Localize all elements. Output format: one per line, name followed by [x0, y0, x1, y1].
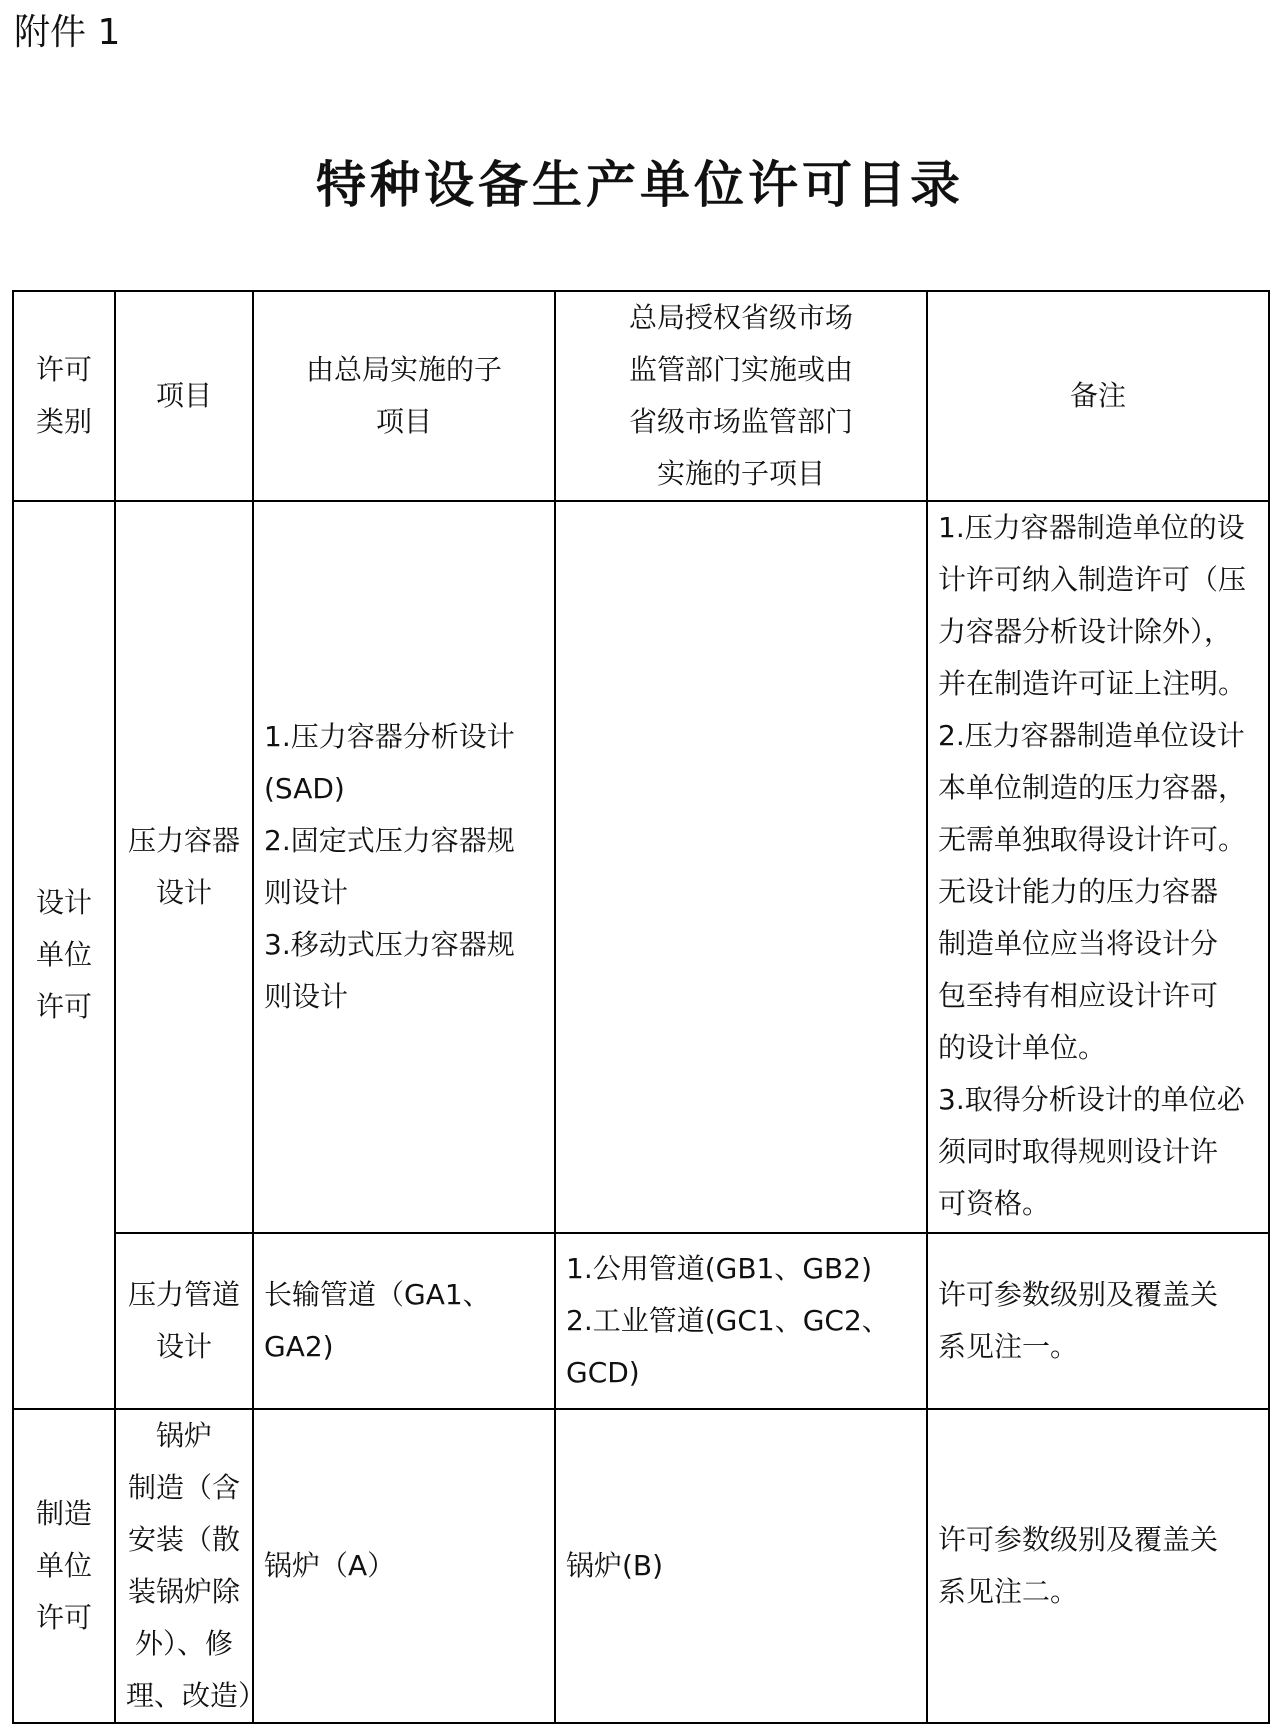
cell-line: 压力管道 — [127, 1278, 240, 1311]
license-catalog-table — [12, 290, 1270, 1724]
header-category — [13, 291, 115, 501]
cell-line: 单位 — [35, 1549, 92, 1582]
cell-line: 理、改造） — [126, 1679, 267, 1712]
header-provincial-subitems — [555, 291, 927, 501]
cell-line: 包至持有相应设计许可 — [938, 979, 1219, 1012]
cell-line: 由总局实施的子 — [305, 353, 502, 386]
cell-line: 许可 — [35, 990, 92, 1023]
header-hq-subitems — [253, 291, 555, 501]
cell-line: 系见注一。 — [938, 1330, 1079, 1363]
cell-line: 项目 — [155, 379, 212, 412]
cell-line: 省级市场监管部门 — [628, 405, 853, 438]
header-remarks — [927, 291, 1269, 501]
cell-line: 锅炉 — [155, 1419, 212, 1452]
cell-line: 设计 — [155, 876, 212, 909]
header-row — [13, 291, 1269, 501]
cell-line: GA2) — [264, 1330, 334, 1363]
cell-line: 2.工业管道(GC1、GC2、 — [566, 1304, 890, 1337]
cell-line: 外）、修 — [134, 1627, 233, 1660]
manufacture-license-category — [13, 1409, 115, 1723]
cell-line: 无设计能力的压力容器 — [938, 875, 1219, 908]
cell-line: 力容器分析设计除外）， — [938, 615, 1233, 648]
boiler-item — [115, 1409, 267, 1723]
cell-line: 2.固定式压力容器规 — [264, 824, 515, 857]
cell-line: 锅炉(B) — [566, 1549, 664, 1582]
cell-line: 类别 — [35, 405, 92, 438]
cell-line: 1.公用管道(GB1、GB2) — [566, 1252, 873, 1285]
cell-line: 设计 — [35, 886, 92, 919]
cell-line: 许可 — [35, 1601, 92, 1634]
pipe-design-remarks — [927, 1233, 1269, 1409]
cell-line: 1.压力容器制造单位的设 — [938, 511, 1245, 544]
cell-line: 监管部门实施或由 — [628, 353, 853, 386]
cell-line: 装锅炉除 — [127, 1575, 240, 1608]
cell-line: 实施的子项目 — [656, 457, 825, 490]
cell-line: 系见注二。 — [938, 1575, 1079, 1608]
cell-line: 许可 — [35, 353, 92, 386]
cell-line: 锅炉（A） — [264, 1549, 396, 1582]
boiler-hq — [253, 1409, 555, 1723]
cell-line: 总局授权省级市场 — [628, 301, 853, 334]
cell-line: 计许可纳入制造许可（压 — [938, 563, 1247, 596]
cell-line: 长输管道（GA1、 — [264, 1278, 491, 1311]
attachment-label: 附件 1 — [14, 12, 121, 53]
cell-line: 单位 — [35, 938, 92, 971]
cell-line: 1.压力容器分析设计 — [264, 720, 515, 753]
cell-line: 制造 — [35, 1497, 92, 1530]
cell-line: 备注 — [1069, 379, 1126, 412]
design-license-category — [13, 501, 115, 1409]
cell-line: (SAD) — [264, 772, 345, 805]
cell-line: 3.移动式压力容器规 — [264, 928, 515, 961]
pv-design-item — [115, 501, 253, 1233]
cell-line: 制造单位应当将设计分 — [938, 927, 1219, 960]
cell-line: 则设计 — [264, 980, 349, 1013]
boiler-remarks — [927, 1409, 1269, 1723]
cell-line: 本单位制造的压力容器， — [938, 771, 1247, 804]
cell-line: 安装（散 — [127, 1523, 240, 1556]
cell-line: 的设计单位。 — [938, 1031, 1107, 1064]
cell-line: 压力容器 — [127, 824, 240, 857]
cell-line: 2.压力容器制造单位设计 — [938, 719, 1245, 752]
cell-line: 并在制造许可证上注明。 — [938, 667, 1247, 700]
pv-design-provincial — [555, 501, 927, 1233]
cell-line: 制造（含 — [127, 1471, 240, 1504]
table-row — [13, 501, 1269, 1233]
cell-line: 许可参数级别及覆盖关 — [938, 1278, 1219, 1311]
pipe-design-item — [115, 1233, 253, 1409]
cell-line: 可资格。 — [938, 1187, 1051, 1220]
pv-design-hq — [253, 501, 555, 1233]
pipe-design-provincial — [555, 1233, 927, 1409]
header-item — [115, 291, 253, 501]
cell-line: 3.取得分析设计的单位必 — [938, 1083, 1245, 1116]
cell-line: 无需单独取得设计许可。 — [938, 823, 1247, 856]
cell-line: 项目 — [375, 405, 432, 438]
cell-line: GCD) — [566, 1356, 640, 1389]
cell-line: 则设计 — [264, 876, 349, 909]
cell-line: 须同时取得规则设计许 — [938, 1135, 1219, 1168]
pv-design-remarks — [927, 501, 1269, 1233]
boiler-provincial — [555, 1409, 927, 1723]
table-row — [13, 1409, 1269, 1723]
document-title: 特种设备生产单位许可目录 — [316, 155, 964, 214]
cell-line: 许可参数级别及覆盖关 — [938, 1523, 1219, 1556]
cell-line: 设计 — [155, 1330, 212, 1363]
table-row — [13, 1233, 1269, 1409]
pipe-design-hq — [253, 1233, 555, 1409]
